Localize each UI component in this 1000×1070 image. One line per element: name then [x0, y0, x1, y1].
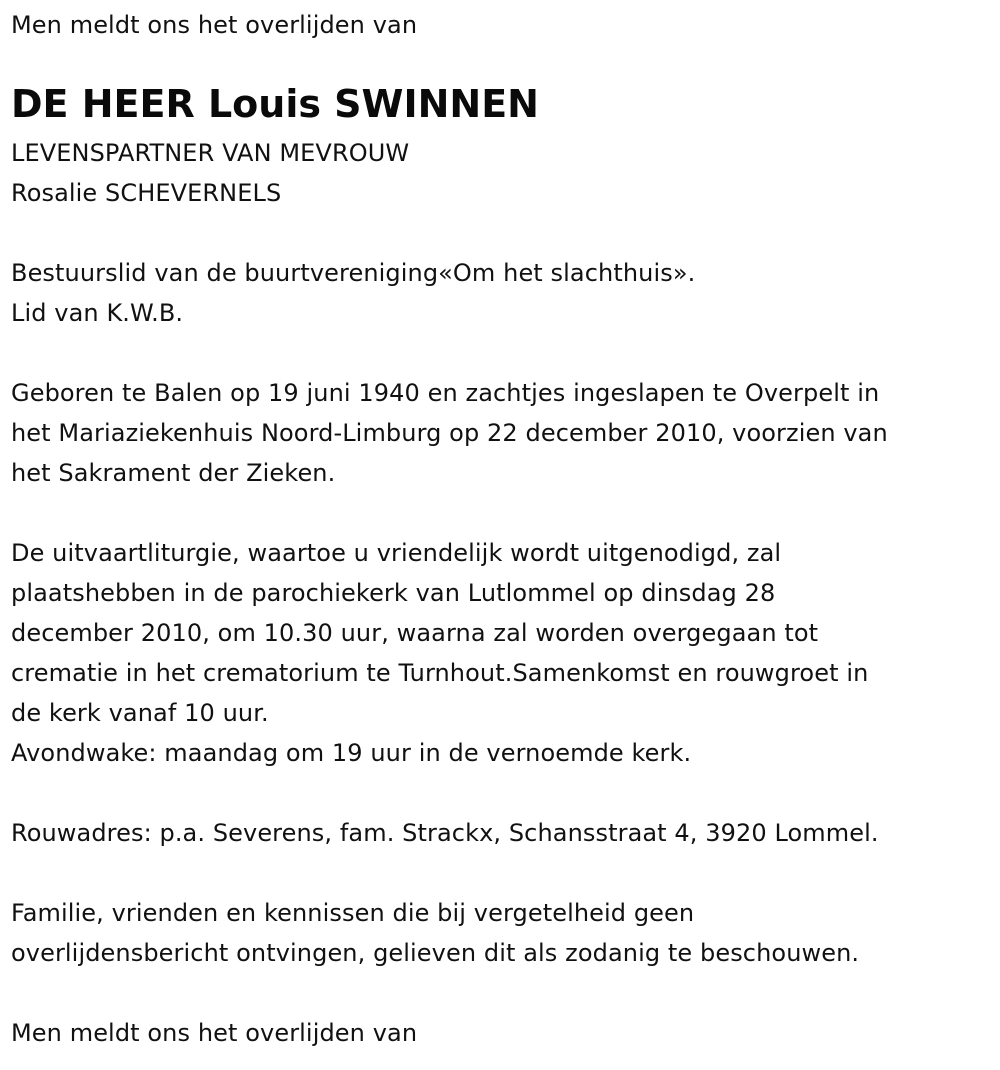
notice-line: Familie, vrienden en kennissen die bij vergetelheid geen	[11, 899, 695, 927]
mourning-address: Rouwadres: p.a. Severens, fam. Strackx, Schansstraat 4, 3920 Lommel.	[11, 819, 879, 847]
wake-line: Avondwake: maandag om 19 uur in de vernoemde kerk.	[11, 739, 692, 767]
birth-death-line: Geboren te Balen op 19 juni 1940 en zachtjes ingeslapen te Overpelt in	[11, 379, 880, 407]
membership-line: Lid van K.W.B.	[11, 299, 184, 327]
birth-death-line: het Sakrament der Zieken.	[11, 459, 336, 487]
intro-text: Men meldt ons het overlijden van	[11, 11, 418, 39]
partner-name: Rosalie SCHEVERNELS	[11, 179, 282, 207]
outro-text: Men meldt ons het overlijden van	[11, 1019, 418, 1047]
funeral-line: december 2010, om 10.30 uur, waarna zal worden overgegaan tot	[11, 619, 819, 647]
funeral-line: de kerk vanaf 10 uur.	[11, 699, 269, 727]
funeral-line: plaatshebben in de parochiekerk van Lutlommel op dinsdag 28	[11, 579, 776, 607]
partner-label: LEVENSPARTNER VAN MEVROUW	[11, 139, 410, 167]
notice-line: overlijdensbericht ontvingen, gelieven dit als zodanig te beschouwen.	[11, 939, 860, 967]
deceased-name-heading: DE HEER Louis SWINNEN	[11, 82, 539, 126]
birth-death-line: het Mariaziekenhuis Noord-Limburg op 22 december 2010, voorzien van	[11, 419, 888, 447]
funeral-line: De uitvaartliturgie, waartoe u vriendelijk wordt uitgenodigd, zal	[11, 539, 782, 567]
funeral-line: crematie in het crematorium te Turnhout.Samenkomst en rouwgroet in	[11, 659, 869, 687]
membership-line: Bestuurslid van de buurtvereniging«Om het slachthuis».	[11, 259, 696, 287]
